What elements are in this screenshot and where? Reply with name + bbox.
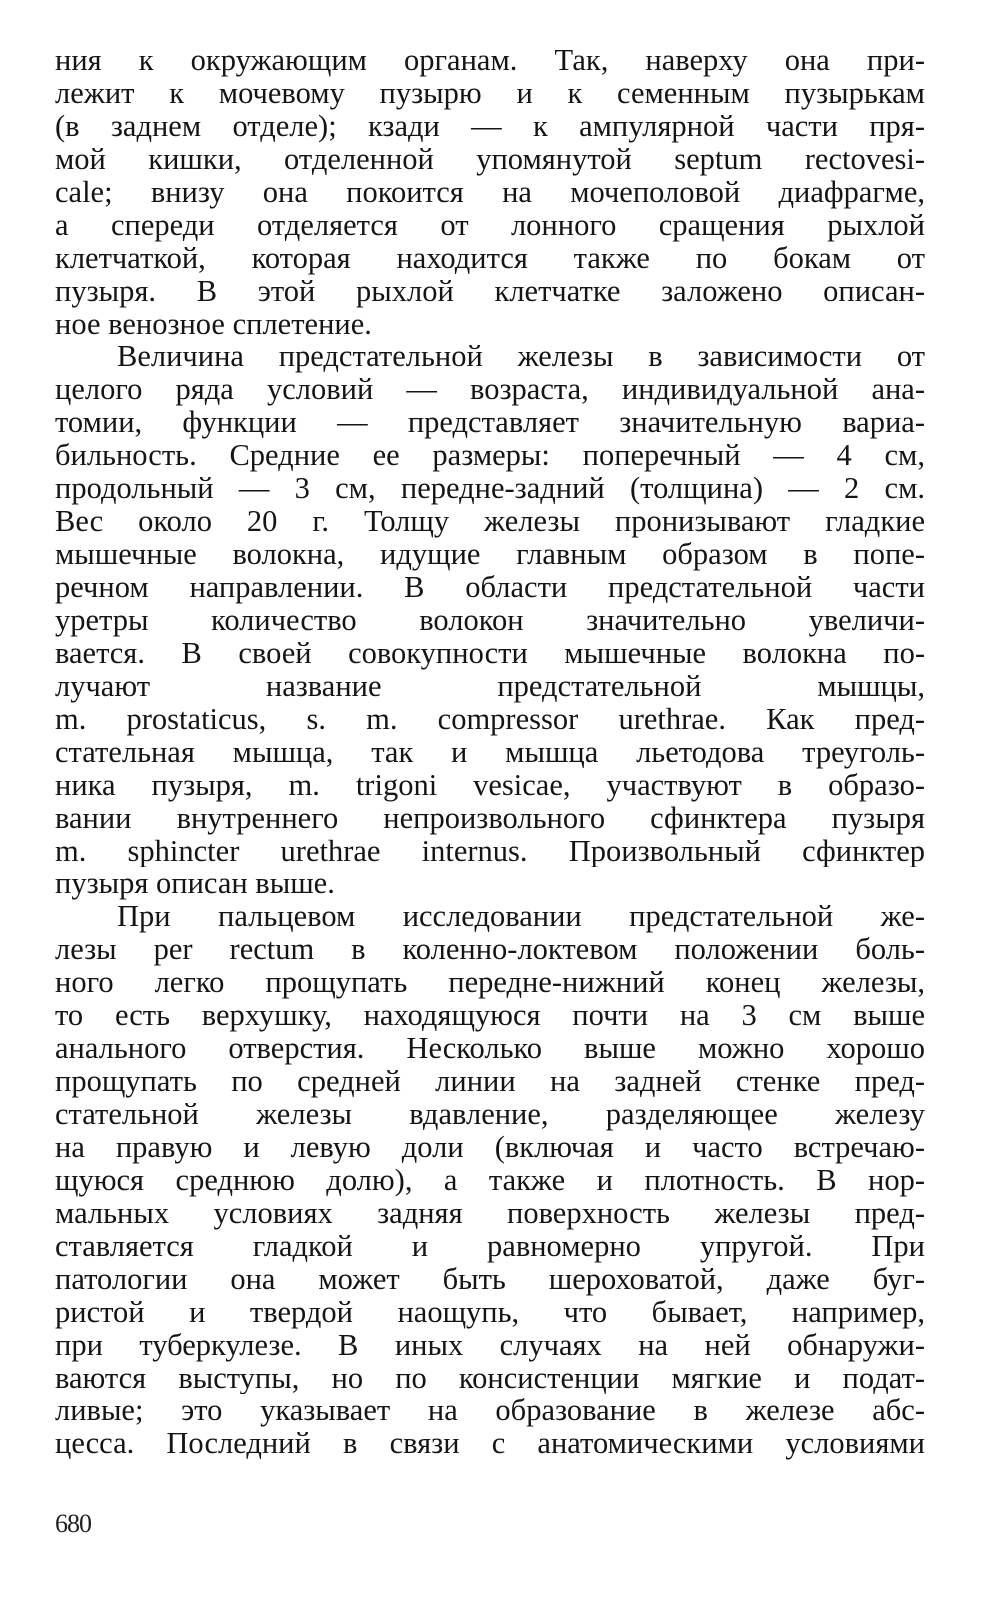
text-line: пузыря. В этой рыхлой клетчатке заложено описан- bbox=[55, 274, 925, 308]
text-line: При пальцевом исследовании предстательной же- bbox=[117, 900, 925, 934]
text-line: ного легко прощупать передне-нижний конец железы, bbox=[55, 966, 925, 1000]
text-line: речном направлении. В области предстательной части bbox=[55, 571, 925, 604]
text-line: лучают название предстательной мышцы, bbox=[55, 669, 925, 703]
text-line: ставляется гладкой и равномерно упругой. При bbox=[55, 1229, 925, 1263]
text-line: ное венозное сплетение. bbox=[55, 307, 372, 341]
paragraph-3 bbox=[55, 900, 925, 1460]
text-line: клетчаткой, которая находится также по бокам от bbox=[55, 241, 925, 275]
text-line: патологии она может быть шероховатой, даже буг- bbox=[55, 1262, 925, 1296]
text-line: ливые; это указывает на образование в железе абс- bbox=[55, 1394, 925, 1428]
text-line: целого ряда условий — возраста, индивидуальной ана- bbox=[55, 373, 925, 407]
paragraph-2 bbox=[55, 340, 925, 900]
text-line: m. prostaticus, s. m. compressor urethrae. Как пред- bbox=[55, 702, 925, 736]
text-line: продольный — 3 см, передне-задний (толщина) — 2 см. bbox=[55, 472, 925, 506]
text-line: пузыря описан выше. bbox=[55, 867, 335, 901]
text-line: Величина предстательной железы в зависимости от bbox=[117, 340, 925, 374]
text-line: лезы per rectum в коленно-локтевом положении боль- bbox=[55, 933, 925, 967]
text-line: уретры количество волокон значительно увеличи- bbox=[55, 603, 925, 637]
text-line: ника пузыря, m. trigoni vesicae, участвуют в образо- bbox=[55, 768, 925, 802]
text-line: ваются выступы, но по консистенции мягкие и подат- bbox=[55, 1361, 925, 1395]
text-line: (в заднем отделе); кзади — к ампулярной части пря- bbox=[55, 109, 925, 143]
page-number: 680 bbox=[55, 1509, 91, 1538]
text-line: томии, функции — представляет значительную вариа- bbox=[55, 406, 925, 440]
text-line: мальных условиях задняя поверхность железы пред- bbox=[55, 1196, 925, 1230]
text-line: стательная мышца, так и мышца льетодова треуголь- bbox=[55, 735, 925, 769]
text-line: вании внутреннего непроизвольного сфинктера пузыря bbox=[55, 801, 925, 835]
text-line: цесса. Последний в связи с анатомическими условиями bbox=[55, 1427, 925, 1461]
text-line: прощупать по средней линии на задней стенке пред- bbox=[55, 1065, 925, 1098]
text-line: лежит к мочевому пузырю и к семенным пузырькам bbox=[55, 76, 925, 110]
text-line: анального отверстия. Несколько выше можно хорошо bbox=[55, 1032, 925, 1066]
text-line: мой кишки, отделенной упомянутой septum rectovesi- bbox=[55, 142, 925, 176]
text-line: при туберкулезе. В иных случаях на ней обнаружи- bbox=[55, 1328, 925, 1362]
text-line: мышечные волокна, идущие главным образом в попе- bbox=[55, 538, 925, 571]
text-line: ристой и твердой наощупь, что бывает, например, bbox=[55, 1295, 925, 1329]
text-line: бильность. Средние ее размеры: поперечный — 4 см, bbox=[55, 439, 925, 473]
text-line: щуюся среднюю долю), а также и плотность. В нор- bbox=[55, 1163, 925, 1197]
text-line: m. sphincter urethrae internus. Произвольный сфинктер bbox=[55, 834, 925, 868]
text-line: ния к окружающим органам. Так, наверху она при- bbox=[55, 44, 925, 77]
text-line: Вес около 20 г. Толщу железы пронизывают гладкие bbox=[55, 505, 925, 539]
text-line: стательной железы вдавление, разделяющее железу bbox=[55, 1098, 925, 1131]
text-line: а спереди отделяется от лонного сращения рыхлой bbox=[55, 208, 925, 242]
text-line: вается. В своей совокупности мышечные волокна по- bbox=[55, 636, 925, 670]
paragraph-1 bbox=[55, 44, 925, 340]
text-line: то есть верхушку, находящуюся почти на 3 см выше bbox=[55, 999, 925, 1033]
body-text bbox=[55, 44, 925, 1460]
text-line: на правую и левую доли (включая и часто встречаю- bbox=[55, 1130, 925, 1164]
text-line: cale; внизу она покоится на мочеполовой диафрагме, bbox=[55, 175, 925, 209]
